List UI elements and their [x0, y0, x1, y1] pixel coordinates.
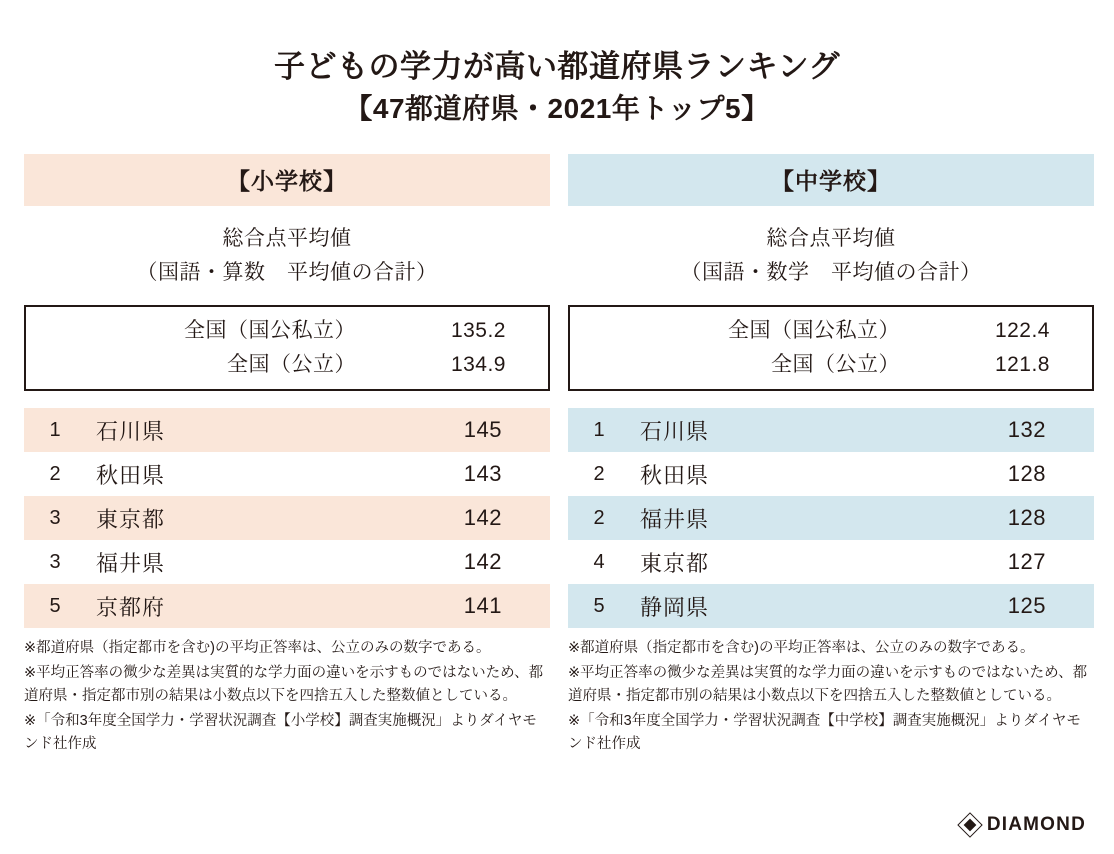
rank-number: 2 — [49, 462, 61, 485]
prefecture-name: 東京都 — [96, 506, 166, 532]
prefecture-name: 福井県 — [96, 550, 166, 576]
score-value: 141 — [463, 593, 502, 619]
rank-number: 1 — [49, 418, 61, 441]
prefecture-name: 京都府 — [96, 594, 166, 620]
table-row — [24, 408, 550, 452]
rank-number: 4 — [593, 550, 605, 573]
subtitle-line-2: （国語・算数 平均値の合計） — [136, 261, 438, 285]
prefecture-name: 石川県 — [640, 418, 710, 444]
national-value: 134.9 — [450, 352, 506, 376]
prefecture-name: 東京都 — [640, 550, 710, 576]
prefecture-name: 秋田県 — [96, 462, 166, 488]
note-text: ※平均正答率の微少な差異は実質的な学力面の違いを示すものではないため、都道府県・指定都市別の結果は小数点以下を四捨五入した整数値としている。 — [24, 664, 544, 705]
score-value: 142 — [463, 549, 502, 575]
national-label: 全国（公立） — [227, 352, 356, 376]
score-value: 127 — [1007, 549, 1046, 575]
notes-junior-high — [568, 637, 1094, 756]
table-row — [568, 540, 1094, 584]
ranking-list-elementary — [24, 408, 550, 628]
ranking-list-junior-high — [568, 408, 1094, 628]
table-row — [24, 496, 550, 540]
rank-number: 3 — [49, 550, 61, 573]
table-row — [568, 496, 1094, 540]
rank-number: 2 — [593, 506, 605, 529]
table-row — [24, 452, 550, 496]
rank-number: 5 — [593, 594, 605, 617]
title-line-2: 【47都道府県・2021年トップ5】 — [344, 92, 770, 124]
national-label: 全国（国公私立） — [728, 319, 900, 343]
column-header-junior-high: 【中学校】 — [568, 154, 1094, 206]
table-row — [568, 408, 1094, 452]
rank-number: 5 — [49, 594, 61, 617]
table-row — [568, 584, 1094, 628]
note-text: ※都道府県（指定都市を含む)の平均正答率は、公立のみの数字である。 — [24, 640, 491, 657]
rank-number: 3 — [49, 506, 61, 529]
prefecture-name: 福井県 — [640, 506, 710, 532]
national-row — [570, 348, 1092, 382]
rank-number: 2 — [593, 462, 605, 485]
prefecture-name: 石川県 — [96, 418, 166, 444]
column-junior-high — [568, 154, 1094, 757]
subtitle-line-1: 総合点平均値 — [766, 227, 896, 251]
column-header-elementary: 【小学校】 — [24, 154, 550, 206]
score-value: 128 — [1007, 505, 1046, 531]
national-value: 122.4 — [994, 319, 1050, 343]
note-text: ※平均正答率の微少な差異は実質的な学力面の違いを示すものではないため、都道府県・指定都市別の結果は小数点以下を四捨五入した整数値としている。 — [568, 664, 1088, 705]
score-value: 125 — [1007, 593, 1046, 619]
score-value: 142 — [463, 505, 502, 531]
prefecture-name: 静岡県 — [640, 594, 710, 620]
score-value: 145 — [463, 417, 502, 443]
national-label: 全国（国公私立） — [184, 319, 356, 343]
table-row — [24, 540, 550, 584]
rank-number: 1 — [593, 418, 605, 441]
national-value: 135.2 — [450, 319, 506, 343]
national-average-box-junior-high — [568, 305, 1094, 391]
note-text: ※「令和3年度全国学力・学習状況調査【中学校】調査実施概況」よりダイヤモンド社作成 — [568, 712, 1081, 753]
table-row — [24, 584, 550, 628]
column-subtitle-elementary — [24, 222, 550, 290]
subtitle-line-2: （国語・数学 平均値の合計） — [680, 261, 982, 285]
national-row — [570, 314, 1092, 348]
logo-text: DIAMOND — [986, 814, 1086, 835]
diamond-icon — [960, 815, 980, 835]
national-row — [26, 348, 548, 382]
subtitle-line-1: 総合点平均値 — [222, 227, 352, 251]
notes-elementary — [24, 637, 550, 756]
national-label: 全国（公立） — [771, 352, 900, 376]
title-line-1: 子どもの学力が高い都道府県ランキング — [273, 49, 841, 84]
diamond-logo — [960, 814, 1086, 836]
score-value: 132 — [1007, 417, 1046, 443]
column-subtitle-junior-high — [568, 222, 1094, 290]
score-value: 128 — [1007, 461, 1046, 487]
score-value: 143 — [463, 461, 502, 487]
note-text: ※「令和3年度全国学力・学習状況調査【小学校】調査実施概況」よりダイヤモンド社作成 — [24, 712, 537, 753]
prefecture-name: 秋田県 — [640, 462, 710, 488]
national-row — [26, 314, 548, 348]
national-average-box-elementary — [24, 305, 550, 391]
national-value: 121.8 — [994, 352, 1050, 376]
column-elementary — [24, 154, 550, 757]
columns-container — [0, 154, 1114, 757]
page-title — [0, 0, 1114, 127]
note-text: ※都道府県（指定都市を含む)の平均正答率は、公立のみの数字である。 — [568, 640, 1035, 657]
table-row — [568, 452, 1094, 496]
